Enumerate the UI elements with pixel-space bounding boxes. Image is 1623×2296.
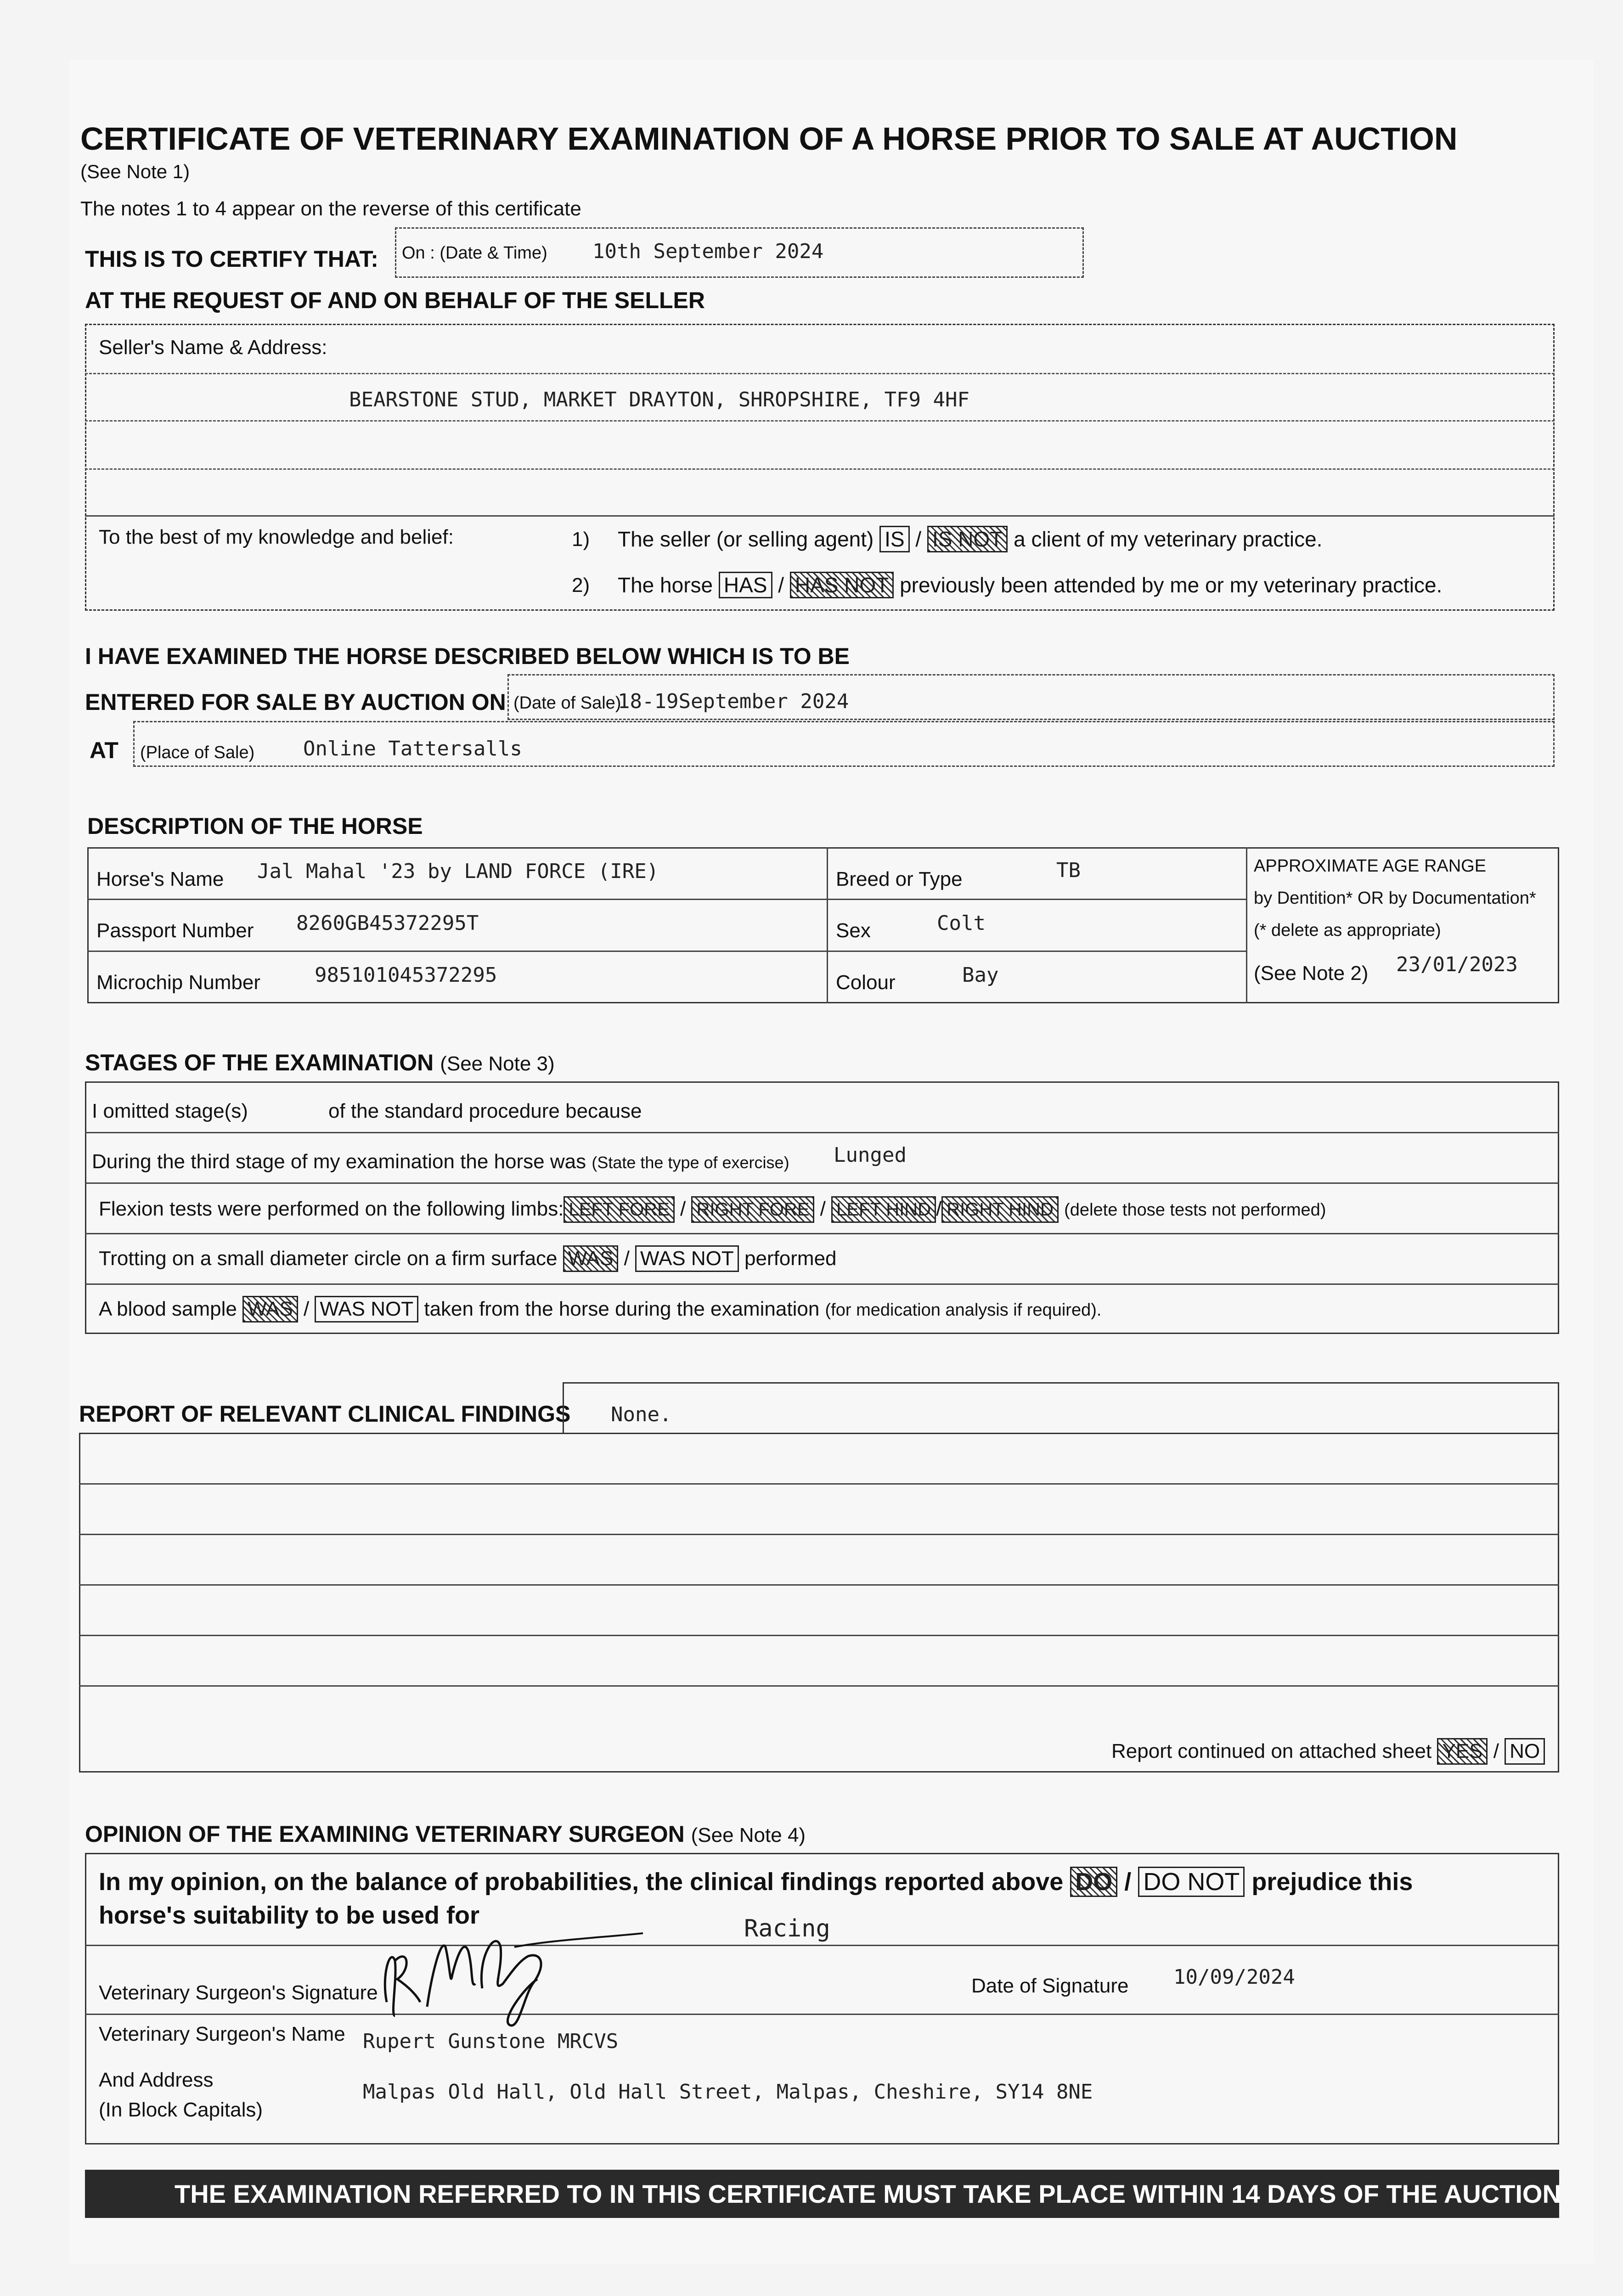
suitability-value: Racing (744, 1915, 830, 1942)
divider (85, 2014, 1559, 2015)
age-method-label: by Dentition* OR by Documentation* (1254, 889, 1536, 908)
limb-right-fore[interactable]: RIGHT FORE (691, 1196, 814, 1223)
date-of-signature-value: 10/09/2024 (1173, 1965, 1295, 1989)
exercise-hint: (State the type of exercise) (592, 1153, 789, 1172)
microchip-label: Microchip Number (96, 971, 260, 994)
blood-suffix: taken from the horse during the examination (424, 1298, 820, 1320)
footer-notice: THE EXAMINATION REFERRED TO IN THIS CERTIFICATE MUST TAKE PLACE WITHIN 14 DAYS OF THE AUCTION (175, 2179, 1561, 2208)
surgeon-address-value: Malpas Old Hall, Old Hall Street, Malpas, Cheshire, SY14 8NE (363, 2080, 1093, 2104)
statement-1-text: The seller (or selling agent) (618, 527, 874, 551)
statement-2-suffix: previously been attended by me or my veterinary practice. (900, 573, 1443, 597)
divider (79, 1483, 1559, 1485)
divider (85, 1283, 1559, 1285)
date-time-label: On : (Date & Time) (402, 243, 547, 263)
divider (827, 847, 828, 1003)
place-of-sale-label: (Place of Sale) (140, 743, 255, 762)
findings-value: None. (611, 1403, 672, 1426)
third-stage-text: During the third stage of my examination the horse was (92, 1150, 586, 1173)
statement-1 (618, 526, 1322, 552)
certificate-title: CERTIFICATE OF VETERINARY EXAMINATION OF A HORSE PRIOR TO SALE AT AUCTION (80, 121, 1458, 157)
blood-was-not[interactable]: WAS NOT (315, 1296, 418, 1322)
divider (85, 373, 1555, 374)
divider (1246, 847, 1247, 1003)
see-note-1: (See Note 1) (80, 161, 190, 182)
surgeon-name-value: Rupert Gunstone MRCVS (363, 2030, 619, 2053)
blood-label: A blood sample (99, 1298, 237, 1320)
passport-value: 8260GB45372295T (296, 912, 479, 935)
divider (79, 1635, 1559, 1636)
see-note-2: (See Note 2) (1254, 962, 1369, 985)
option-has[interactable]: HAS (719, 572, 772, 598)
opinion-suffix: prejudice this (1251, 1868, 1413, 1896)
horse-name-value: Jal Mahal '23 by LAND FORCE (IRE) (257, 860, 659, 883)
exam-date-value: 10th September 2024 (592, 240, 824, 263)
colour-label: Colour (836, 971, 896, 994)
seller-section (85, 324, 1555, 611)
option-is[interactable]: IS (879, 526, 909, 552)
trotting-was-not[interactable]: WAS NOT (635, 1245, 739, 1272)
omitted-stage-label: I omitted stage(s) (92, 1100, 248, 1122)
option-is-not-struck[interactable]: IS NOT (927, 526, 1008, 552)
seller-address-value: BEARSTONE STUD, MARKET DRAYTON, SHROPSHIRE, TF9 4HF (349, 388, 970, 411)
trotting-line (99, 1245, 837, 1272)
passport-label: Passport Number (96, 919, 254, 942)
findings-first-line (563, 1382, 1559, 1433)
statement-2-number: 2) (572, 574, 590, 597)
report-continued-line (1111, 1738, 1545, 1765)
stages-heading (85, 1049, 555, 1076)
slash: / (778, 573, 784, 597)
opinion-heading (85, 1821, 806, 1847)
slash: / (303, 1298, 310, 1320)
statement-1-number: 1) (572, 528, 590, 551)
slash: / (680, 1198, 686, 1220)
divider (85, 1182, 1559, 1184)
address-label: And Address (99, 2069, 214, 2091)
certify-label: THIS IS TO CERTIFY THAT: (85, 246, 378, 272)
option-has-not-struck[interactable]: HAS NOT (790, 572, 894, 598)
divider (85, 468, 1555, 470)
divider (79, 1584, 1559, 1586)
opinion-line-1 (99, 1867, 1413, 1897)
statement-2 (618, 572, 1442, 598)
opinion-line-2: horse's suitability to be used for (99, 1902, 479, 1929)
slash: / (820, 1198, 826, 1220)
birth-date-value: 23/01/2023 (1396, 953, 1518, 976)
signature-label: Veterinary Surgeon's Signature (99, 1981, 378, 2004)
horse-name-label: Horse's Name (96, 868, 224, 890)
omitted-stage-reason: of the standard procedure because (328, 1100, 642, 1122)
date-of-signature-label: Date of Signature (971, 1975, 1129, 1997)
see-note-3: (See Note 3) (440, 1052, 555, 1075)
stages-heading-text: STAGES OF THE EXAMINATION (85, 1050, 434, 1075)
limb-left-hind[interactable]: LEFT HIND (831, 1196, 936, 1223)
divider (79, 1534, 1559, 1535)
slash: / (936, 1198, 942, 1220)
examined-label: I HAVE EXAMINED THE HORSE DESCRIBED BELOW WHICH IS TO BE (85, 643, 850, 669)
divider (87, 899, 1246, 900)
delete-note-label: (* delete as appropriate) (1254, 921, 1441, 940)
date-of-sale-label: (Date of Sale) (513, 693, 621, 713)
slash: / (624, 1247, 630, 1270)
date-of-sale-value: 18-19September 2024 (618, 690, 849, 713)
surgeon-name-label: Veterinary Surgeon's Name (99, 2023, 345, 2045)
breed-value: TB (1056, 859, 1081, 882)
statement-1-suffix: a client of my veterinary practice. (1014, 527, 1323, 551)
microchip-value: 985101045372295 (315, 963, 497, 987)
clinical-findings-heading: REPORT OF RELEVANT CLINICAL FINDINGS (79, 1401, 571, 1427)
seller-name-label: Seller's Name & Address: (99, 336, 327, 359)
continued-label: Report continued on attached sheet (1111, 1740, 1432, 1762)
notes-reference: The notes 1 to 4 appear on the reverse of this certificate (80, 197, 581, 220)
knowledge-label: To the best of my knowledge and belief: (99, 526, 454, 548)
trotting-label: Trotting on a small diameter circle on a firm surface (99, 1247, 558, 1270)
exercise-value: Lunged (834, 1143, 907, 1167)
trotting-suffix: performed (744, 1247, 837, 1270)
entered-label: ENTERED FOR SALE BY AUCTION ON (85, 689, 506, 715)
description-heading: DESCRIPTION OF THE HORSE (87, 813, 423, 839)
divider (85, 515, 1555, 517)
slash: / (1493, 1740, 1499, 1762)
third-stage-label (92, 1150, 789, 1173)
divider (85, 1132, 1559, 1133)
flexion-tests (99, 1196, 1326, 1223)
flexion-note: (delete those tests not performed) (1064, 1200, 1326, 1220)
slash: / (915, 527, 922, 551)
opinion-do-not[interactable]: DO NOT (1138, 1867, 1245, 1897)
sex-label: Sex (836, 919, 871, 942)
opinion-text: In my opinion, on the balance of probabilities, the clinical findings reported above (99, 1868, 1064, 1896)
statement-2-text: The horse (618, 573, 713, 597)
block-capitals-label: (In Block Capitals) (99, 2099, 263, 2121)
see-note-4: (See Note 4) (691, 1824, 806, 1846)
flexion-label: Flexion tests were performed on the following limbs: (99, 1198, 564, 1220)
divider (87, 951, 1246, 952)
divider (85, 420, 1555, 422)
trotting-was-struck[interactable]: WAS (563, 1245, 619, 1272)
colour-value: Bay (962, 963, 999, 987)
at-label: AT (90, 737, 118, 763)
continued-yes-struck[interactable]: YES (1437, 1738, 1488, 1765)
blood-was-struck[interactable]: WAS (242, 1296, 298, 1322)
opinion-do-struck[interactable]: DO (1070, 1867, 1117, 1897)
divider (85, 1945, 1559, 1946)
opinion-heading-text: OPINION OF THE EXAMINING VETERINARY SURGEON (85, 1821, 685, 1847)
divider (85, 1233, 1559, 1234)
blood-sample-line (99, 1296, 1101, 1322)
breed-label: Breed or Type (836, 868, 963, 890)
place-of-sale-value: Online Tattersalls (303, 737, 522, 760)
continued-no[interactable]: NO (1505, 1738, 1545, 1765)
divider (79, 1685, 1559, 1687)
sex-value: Colt (937, 912, 986, 935)
age-range-label: APPROXIMATE AGE RANGE (1254, 856, 1487, 876)
request-label: AT THE REQUEST OF AND ON BEHALF OF THE SELLER (85, 287, 705, 313)
limb-right-hind[interactable]: RIGHT HIND (941, 1196, 1059, 1223)
slash: / (1124, 1868, 1132, 1896)
veterinary-surgeon-signature (377, 1919, 652, 2034)
limb-left-fore[interactable]: LEFT FORE (564, 1196, 674, 1223)
blood-note: (for medication analysis if required). (825, 1300, 1102, 1320)
